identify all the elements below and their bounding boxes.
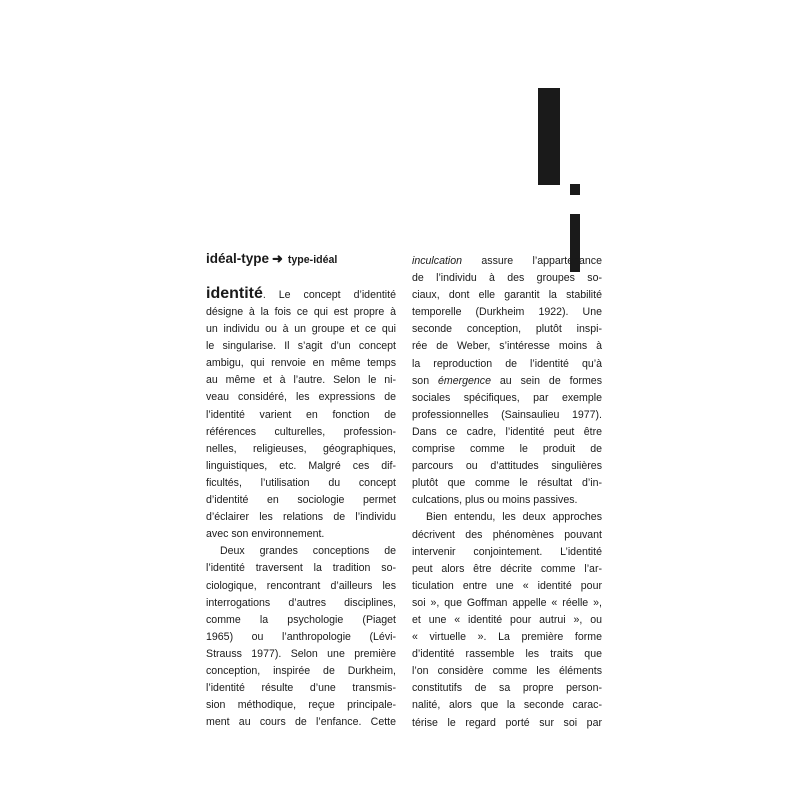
text-line: culcations, plus ou moins passives. [412,494,578,507]
text-line: au même et à l’autre. Selon le ni- [206,374,396,387]
text-line: ciaux, dont elle garantit la stabilité [412,289,602,302]
entry-gap [206,272,396,284]
italic-emergence: émergence [438,374,491,387]
text-line: seconde conception, plutôt inspi- [412,323,602,336]
headword-identite: identité [206,285,263,302]
text-line: la reproduction de l’identité qu’à [412,357,602,370]
first-line-text: . Le concept d’identité [262,289,396,301]
capital-i-bar [538,88,560,185]
text-line: et une « identité pour autrui », ou [412,613,602,626]
text-line: avec son environnement. [206,528,325,541]
text-line: ambigu, qui renvoie en même temps [206,357,396,370]
text-line: ment au cours de l’enfance. Cette [206,716,396,729]
right-column [412,253,602,732]
text-line: plutôt que comme le résultat d’in- [412,477,602,490]
emergence-post: au sein de formes [491,374,603,387]
text-line: l’on considère comme les éléments [412,665,602,678]
text-line: ficultés, l’utilisation du concept [206,476,396,489]
right-first-line-text: assure l’appartenance [462,255,602,267]
text-line: comprise comme le produit de [412,443,602,456]
lowercase-i-dot [570,184,580,195]
identite-paragraph-3 [412,509,602,731]
text-line: 1965) ou l’anthropologie (Lévi- [206,630,396,643]
text-line: térise le regard porté sur soi par [412,716,602,729]
text-line: références culturelles, profession- [206,425,396,438]
text-line: d’éclairer les relations de l’individu [206,511,396,524]
headword-ideal-type: idéal-type [206,251,270,266]
identite-paragraph-1 [206,304,396,543]
right-emergence-line [412,373,602,390]
entry-ideal-type [206,250,396,272]
right-lines-a [412,270,602,373]
text-line: décrivent des phénomènes pouvant [412,528,602,541]
text-line: ciologique, rencontrant d’ailleurs les [206,579,396,592]
text-line: un individu ou à un groupe et ce qui [206,323,396,336]
text-line: nelles, religieuses, géographiques, [206,442,396,455]
text-line: d’identité en sociologie permet [206,494,396,507]
text-line: veau considéré, les expressions de [206,391,396,404]
text-line: Bien entendu, les deux approches [426,511,602,524]
cross-reference-type-ideal: type-idéal [287,254,338,266]
text-line: de l’individu à des groupes so- [412,272,602,285]
section-letter-mark [538,88,608,188]
entry-identite-first-line [206,284,396,304]
text-line: constitutifs de sa propre person- [412,682,602,695]
text-line: temporelle (Durkheim 1922). Une [412,306,602,319]
identite-paragraph-2 [206,543,396,731]
right-lines-b [412,390,602,510]
left-column [206,250,396,731]
text-line: conception, inspirée de Durkheim, [206,664,396,677]
text-line: soi », que Goffman appelle « réelle », [412,596,602,609]
text-line: parcours ou d’attitudes singulières [412,460,602,473]
text-line: nalité, alors que la seconde carac- [412,699,602,712]
text-line: le singularise. Il s’agit d’un concept [206,340,396,353]
text-line: comme la psychologie (Piaget [206,613,396,626]
text-line: d’identité rassemble les traits que [412,648,602,661]
text-line: Dans ce cadre, l’identité peut être [412,425,602,438]
text-line: désigne à la fois ce qui est propre à [206,306,396,318]
text-line: sion méthodique, reçue principale- [206,699,396,712]
italic-inculcation: inculcation [412,255,463,267]
emergence-pre: son [412,374,438,387]
text-line: l’identité traversent la tradition so- [206,562,396,575]
text-line: linguistiques, etc. Malgré ces dif- [206,459,396,472]
right-first-line [412,253,602,270]
text-line: interrogations d’autres disciplines, [206,596,396,609]
text-line: sociales spécifiques, par exemple [412,391,602,404]
text-line: l’identité varient en fonction de [206,408,396,421]
text-line: Deux grandes conceptions de [220,545,396,558]
text-line: intervenir conjointement. L’identité [412,545,602,558]
text-line: l’identité résulte d’une transmis- [206,682,396,695]
text-line: Strauss 1977). Selon une première [206,647,396,660]
text-line: « virtuelle ». La première forme [412,631,602,644]
text-line: ticulation entre une « identité pour [412,579,602,592]
text-line: rée de Weber, s’intéresse moins à [412,340,602,353]
text-line: peut alors être décrite comme l’ar- [412,562,602,575]
cross-reference-arrow-icon: ➜ [272,251,283,266]
text-line: professionnelles (Sainsaulieu 1977). [412,408,602,421]
